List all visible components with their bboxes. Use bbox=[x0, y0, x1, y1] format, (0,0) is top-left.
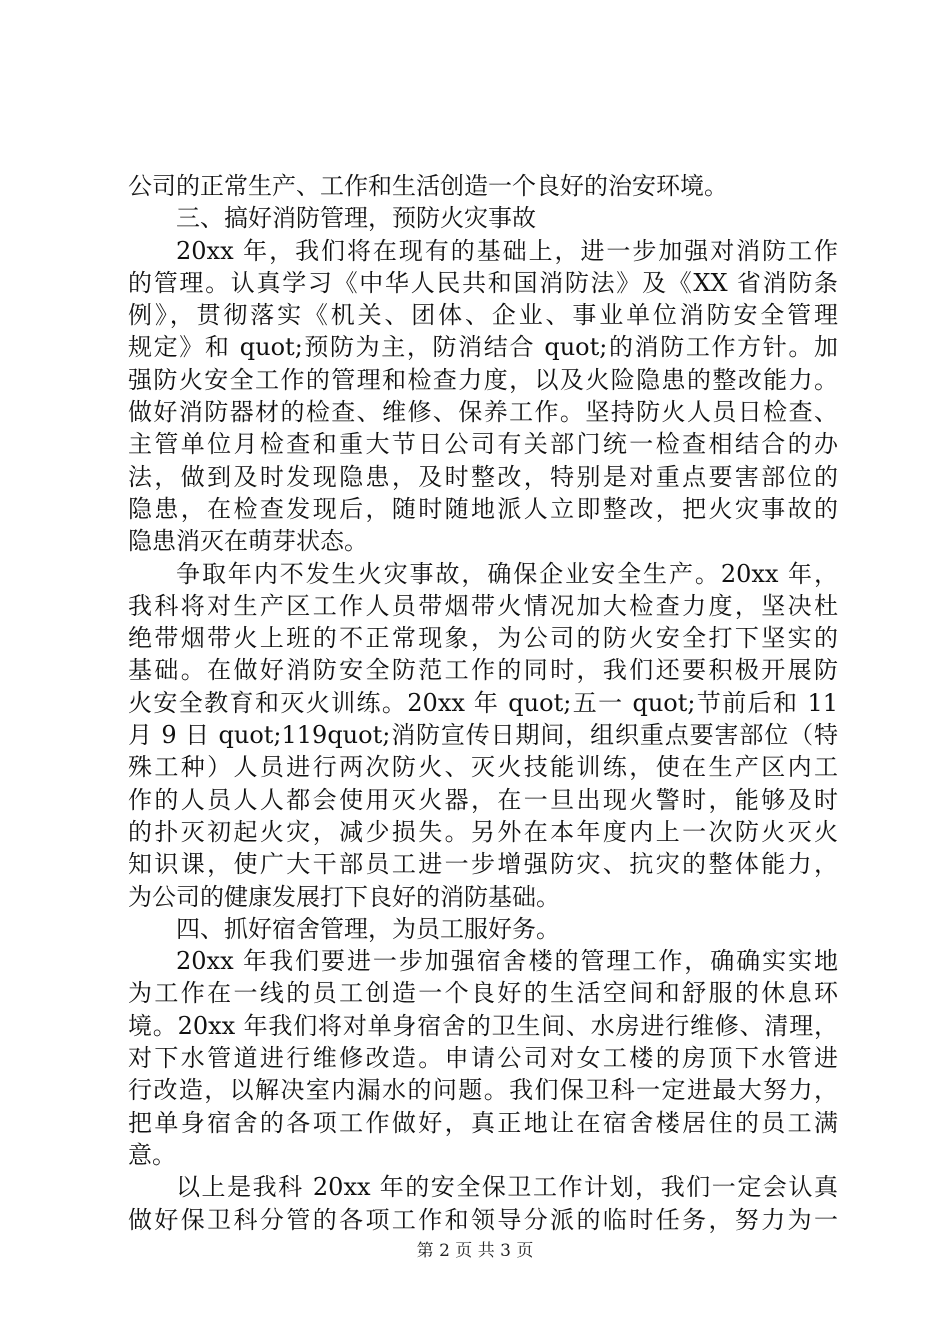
text-line: 意。 bbox=[128, 1140, 176, 1169]
text-line: 四、抓好宿舍管理，为员工服好务。 bbox=[176, 914, 560, 943]
text-line: 主管单位月检查和重大节日公司有关部门统一检查相结合的办 bbox=[128, 430, 838, 459]
text-line: 殊工种）人员进行两次防火、灭火技能训练，使在生产区内工 bbox=[128, 753, 838, 782]
text-line: 争取年内不发生火灾事故，确保企业安全生产。20xx 年， bbox=[176, 559, 838, 588]
text-line: 20xx 年我们要进一步加强宿舍楼的管理工作，确确实实地 bbox=[176, 947, 838, 976]
text-line: 作的人员人人都会使用灭火器，在一旦出现火警时，能够及时 bbox=[128, 785, 838, 814]
text-line: 公司的正常生产、工作和生活创造一个良好的治安环境。 bbox=[128, 172, 728, 200]
text-line: 法，做到及时发现隐患，及时整改，特别是对重点要害部位的 bbox=[128, 462, 838, 491]
text-line: 的扑灭初起火灾，减少损失。另外在本年度内上一次防火灭火 bbox=[128, 817, 838, 846]
text-line: 火安全教育和灭火训练。20xx 年 quot;五一 quot;节前后和 11 bbox=[128, 688, 838, 717]
text-line: 基础。在做好消防安全防范工作的同时，我们还要积极开展防 bbox=[128, 656, 838, 685]
text-line: 为工作在一线的员工创造一个良好的生活空间和舒服的休息环 bbox=[128, 979, 838, 1008]
text-line: 20xx 年，我们将在现有的基础上，进一步加强对消防工作 bbox=[176, 236, 838, 265]
text-line: 的管理。认真学习《中华人民共和国消防法》及《XX 省消防条 bbox=[128, 268, 838, 297]
text-line: 绝带烟带火上班的不正常现象，为公司的防火安全打下坚实的 bbox=[128, 624, 838, 653]
text-line: 我科将对生产区工作人员带烟带火情况加大检查力度，坚决杜 bbox=[128, 591, 838, 620]
page-footer: 第 2 页 共 3 页 bbox=[416, 1241, 534, 1261]
text-line: 行改造，以解决室内漏水的问题。我们保卫科一定进最大努力， bbox=[128, 1076, 838, 1105]
text-line: 境。20xx 年我们将对单身宿舍的卫生间、水房进行维修、清理， bbox=[128, 1011, 838, 1040]
text-line: 强防火安全工作的管理和检查力度，以及火险隐患的整改能力。 bbox=[128, 365, 838, 394]
text-line: 对下水管道进行维修改造。申请公司对女工楼的房顶下水管进 bbox=[128, 1044, 838, 1073]
text-line: 把单身宿舍的各项工作做好，真正地让在宿舍楼居住的员工满 bbox=[128, 1108, 838, 1137]
text-line: 以上是我科 20xx 年的安全保卫工作计划，我们一定会认真 bbox=[176, 1173, 838, 1202]
text-line: 月 9 日 quot;119quot;消防宣传日期间，组织重点要害部位（特 bbox=[128, 721, 838, 750]
text-line: 知识课，使广大干部员工进一步增强防灾、抗灾的整体能力， bbox=[128, 850, 838, 879]
text-line: 做好消防器材的检查、维修、保养工作。坚持防火人员日检查、 bbox=[128, 398, 838, 427]
document-body bbox=[128, 170, 838, 1236]
text-line: 例》，贯彻落实《机关、团体、企业、事业单位消防安全管理 bbox=[128, 301, 838, 330]
text-line: 隐患消灭在萌芽状态。 bbox=[128, 527, 368, 556]
text-line: 做好保卫科分管的各项工作和领导分派的临时任务，努力为一 bbox=[128, 1205, 838, 1234]
text-line: 规定》和 quot;预防为主，防消结合 quot;的消防工作方针。加 bbox=[128, 333, 838, 362]
text-line: 三、搞好消防管理，预防火灾事故 bbox=[176, 204, 536, 233]
text-line: 隐患，在检查发现后，随时随地派人立即整改，把火灾事故的 bbox=[128, 494, 838, 523]
text-line: 为公司的健康发展打下良好的消防基础。 bbox=[128, 882, 560, 911]
